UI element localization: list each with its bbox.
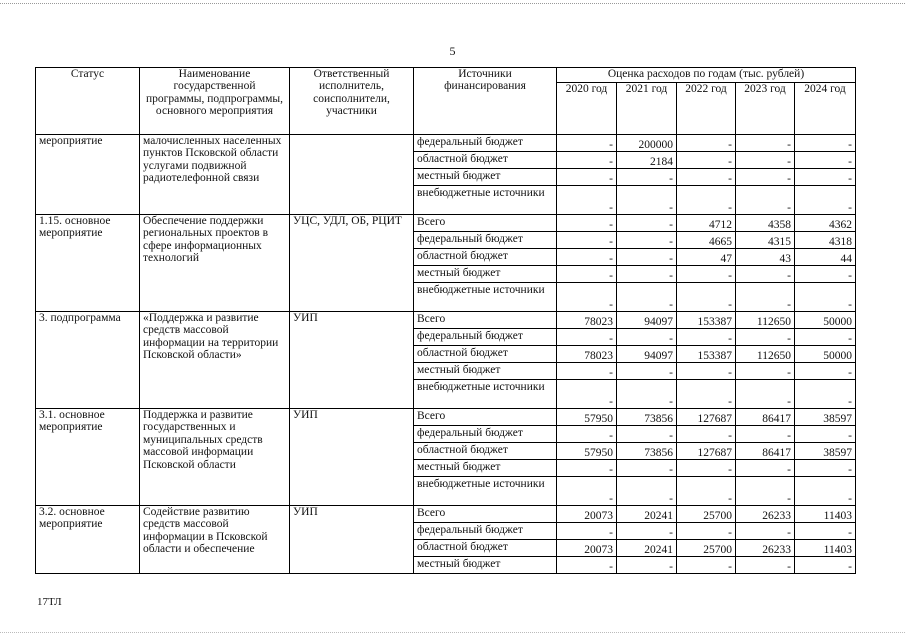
amount-cell: 20241 — [617, 506, 677, 523]
amount-cell: - — [795, 477, 856, 506]
amount-cell: - — [795, 460, 856, 477]
amount-cell: - — [617, 329, 677, 346]
amount-cell: - — [795, 283, 856, 312]
amount-cell: 2184 — [617, 152, 677, 169]
amount-cell: - — [677, 477, 736, 506]
amount-cell: - — [677, 523, 736, 540]
amount-cell: - — [617, 186, 677, 215]
row-name: малочисленных населенных пунктов Псковской области услугами подвижной радиотелефонной связи — [140, 135, 290, 215]
amount-cell: - — [557, 169, 617, 186]
amount-cell: 78023 — [557, 312, 617, 329]
row-responsible — [290, 135, 414, 215]
row-name: Содействие развитию средств массовой информации в Псковской области и обеспечение — [140, 506, 290, 574]
funding-source: местный бюджет — [414, 169, 557, 186]
amount-cell: 73856 — [617, 409, 677, 426]
amount-cell: - — [736, 135, 795, 152]
funding-source: внебюджетные источники — [414, 477, 557, 506]
table-body — [36, 135, 856, 574]
amount-cell: - — [617, 249, 677, 266]
header-year: 2023 год — [736, 83, 795, 135]
header-year: 2020 год — [557, 83, 617, 135]
funding-source: областной бюджет — [414, 540, 557, 557]
funding-source: Всего — [414, 215, 557, 232]
amount-cell: 50000 — [795, 346, 856, 363]
amount-cell: - — [736, 152, 795, 169]
amount-cell: - — [795, 363, 856, 380]
amount-cell: 4712 — [677, 215, 736, 232]
amount-cell: - — [617, 169, 677, 186]
funding-source: местный бюджет — [414, 557, 557, 574]
table-row — [36, 409, 856, 426]
amount-cell: - — [617, 215, 677, 232]
amount-cell: 20241 — [617, 540, 677, 557]
amount-cell: - — [557, 152, 617, 169]
amount-cell: 11403 — [795, 540, 856, 557]
amount-cell: 38597 — [795, 409, 856, 426]
amount-cell: - — [795, 169, 856, 186]
row-status: мероприятие — [36, 135, 140, 215]
amount-cell: 20073 — [557, 506, 617, 523]
funding-source: федеральный бюджет — [414, 329, 557, 346]
amount-cell: - — [795, 152, 856, 169]
amount-cell: 127687 — [677, 409, 736, 426]
amount-cell: 153387 — [677, 312, 736, 329]
header-estimate: Оценка расходов по годам (тыс. рублей) — [557, 68, 856, 83]
amount-cell: 26233 — [736, 506, 795, 523]
amount-cell: - — [736, 460, 795, 477]
amount-cell: - — [677, 329, 736, 346]
amount-cell: - — [617, 557, 677, 574]
amount-cell: - — [557, 266, 617, 283]
row-status: 3.2. основное мероприятие — [36, 506, 140, 574]
amount-cell: - — [677, 460, 736, 477]
amount-cell: 153387 — [677, 346, 736, 363]
amount-cell: 4665 — [677, 232, 736, 249]
funding-source: местный бюджет — [414, 460, 557, 477]
funding-source: Всего — [414, 312, 557, 329]
amount-cell: - — [795, 329, 856, 346]
funding-source: областной бюджет — [414, 152, 557, 169]
amount-cell: - — [557, 557, 617, 574]
amount-cell: - — [736, 169, 795, 186]
amount-cell: 57950 — [557, 409, 617, 426]
amount-cell: - — [557, 283, 617, 312]
amount-cell: - — [795, 135, 856, 152]
page-number: 5 — [449, 44, 456, 58]
funding-source: областной бюджет — [414, 346, 557, 363]
funding-source: областной бюджет — [414, 443, 557, 460]
amount-cell: 4318 — [795, 232, 856, 249]
amount-cell: - — [795, 186, 856, 215]
amount-cell: - — [677, 426, 736, 443]
amount-cell: - — [617, 523, 677, 540]
amount-cell: - — [736, 477, 795, 506]
amount-cell: 26233 — [736, 540, 795, 557]
header-year: 2022 год — [677, 83, 736, 135]
amount-cell: - — [736, 266, 795, 283]
table-row — [36, 506, 856, 523]
amount-cell: - — [795, 380, 856, 409]
amount-cell: 86417 — [736, 409, 795, 426]
amount-cell: - — [677, 363, 736, 380]
row-responsible: УИП — [290, 312, 414, 409]
amount-cell: - — [736, 329, 795, 346]
amount-cell: 127687 — [677, 443, 736, 460]
amount-cell: - — [677, 152, 736, 169]
amount-cell: - — [557, 135, 617, 152]
amount-cell: 78023 — [557, 346, 617, 363]
funding-source: федеральный бюджет — [414, 523, 557, 540]
amount-cell: - — [677, 283, 736, 312]
amount-cell: - — [617, 460, 677, 477]
amount-cell: - — [795, 266, 856, 283]
amount-cell: - — [617, 232, 677, 249]
amount-cell: 4358 — [736, 215, 795, 232]
amount-cell: 112650 — [736, 312, 795, 329]
amount-cell: - — [557, 215, 617, 232]
row-name: Поддержка и развитие государственных и муниципальных средств массовой информации Псковской области — [140, 409, 290, 506]
amount-cell: - — [557, 426, 617, 443]
table-row — [36, 215, 856, 232]
amount-cell: - — [736, 363, 795, 380]
amount-cell: - — [677, 266, 736, 283]
row-name: «Поддержка и развитие средств массовой информации на территории Псковской области» — [140, 312, 290, 409]
row-status: 1.15. основное мероприятие — [36, 215, 140, 312]
funding-source: внебюджетные источники — [414, 186, 557, 215]
amount-cell: - — [736, 523, 795, 540]
funding-source: местный бюджет — [414, 363, 557, 380]
amount-cell: 4362 — [795, 215, 856, 232]
table-row — [36, 135, 856, 152]
row-responsible: УИП — [290, 506, 414, 574]
amount-cell: - — [617, 283, 677, 312]
header-status: Статус — [36, 68, 140, 135]
amount-cell: 25700 — [677, 506, 736, 523]
amount-cell: - — [617, 426, 677, 443]
row-responsible: УЦС, УДЛ, ОБ, РЦИТ — [290, 215, 414, 312]
amount-cell: - — [677, 380, 736, 409]
funding-source: Всего — [414, 506, 557, 523]
amount-cell: - — [795, 523, 856, 540]
funding-source: местный бюджет — [414, 266, 557, 283]
amount-cell: - — [557, 232, 617, 249]
row-responsible: УИП — [290, 409, 414, 506]
amount-cell: - — [557, 186, 617, 215]
amount-cell: 57950 — [557, 443, 617, 460]
amount-cell: 38597 — [795, 443, 856, 460]
amount-cell: 43 — [736, 249, 795, 266]
amount-cell: - — [795, 426, 856, 443]
amount-cell: - — [736, 186, 795, 215]
amount-cell: 94097 — [617, 312, 677, 329]
funding-source: федеральный бюджет — [414, 232, 557, 249]
row-name: Обеспечение поддержки региональных проектов в сфере информационных технологий — [140, 215, 290, 312]
header-year: 2024 год — [795, 83, 856, 135]
amount-cell: - — [736, 283, 795, 312]
amount-cell: 44 — [795, 249, 856, 266]
amount-cell: - — [617, 266, 677, 283]
amount-cell: - — [736, 557, 795, 574]
amount-cell: - — [557, 363, 617, 380]
amount-cell: 4315 — [736, 232, 795, 249]
amount-cell: - — [736, 380, 795, 409]
amount-cell: 73856 — [617, 443, 677, 460]
amount-cell: - — [557, 477, 617, 506]
amount-cell: - — [557, 249, 617, 266]
table-row — [36, 312, 856, 329]
scan-top-edge — [0, 3, 905, 4]
amount-cell: 20073 — [557, 540, 617, 557]
amount-cell: - — [557, 523, 617, 540]
amount-cell: - — [677, 135, 736, 152]
amount-cell: - — [557, 329, 617, 346]
expenditure-table — [35, 67, 856, 574]
amount-cell: - — [677, 186, 736, 215]
amount-cell: 47 — [677, 249, 736, 266]
row-status: 3. подпрограмма — [36, 312, 140, 409]
header-year: 2021 год — [617, 83, 677, 135]
amount-cell: - — [617, 477, 677, 506]
funding-source: областной бюджет — [414, 249, 557, 266]
row-status: 3.1. основное мероприятие — [36, 409, 140, 506]
scan-bottom-edge — [0, 632, 905, 633]
funding-source: внебюджетные источники — [414, 283, 557, 312]
amount-cell: 86417 — [736, 443, 795, 460]
amount-cell: 94097 — [617, 346, 677, 363]
amount-cell: - — [736, 426, 795, 443]
footer-code: 17ТЛ — [37, 596, 62, 608]
header-responsible: Ответственный исполнитель, соисполнители, участники — [290, 68, 414, 135]
funding-source: Всего — [414, 409, 557, 426]
amount-cell: - — [677, 557, 736, 574]
amount-cell: 200000 — [617, 135, 677, 152]
amount-cell: 11403 — [795, 506, 856, 523]
amount-cell: 112650 — [736, 346, 795, 363]
header-sources: Источники финансирования — [414, 68, 557, 135]
funding-source: внебюджетные источники — [414, 380, 557, 409]
amount-cell: - — [677, 169, 736, 186]
amount-cell: - — [617, 380, 677, 409]
amount-cell: - — [557, 460, 617, 477]
amount-cell: - — [557, 380, 617, 409]
amount-cell: 25700 — [677, 540, 736, 557]
amount-cell: - — [795, 557, 856, 574]
funding-source: федеральный бюджет — [414, 135, 557, 152]
amount-cell: - — [617, 363, 677, 380]
amount-cell: 50000 — [795, 312, 856, 329]
header-name: Наименование государственной программы, подпрограммы, основного мероприятия — [140, 68, 290, 135]
funding-source: федеральный бюджет — [414, 426, 557, 443]
